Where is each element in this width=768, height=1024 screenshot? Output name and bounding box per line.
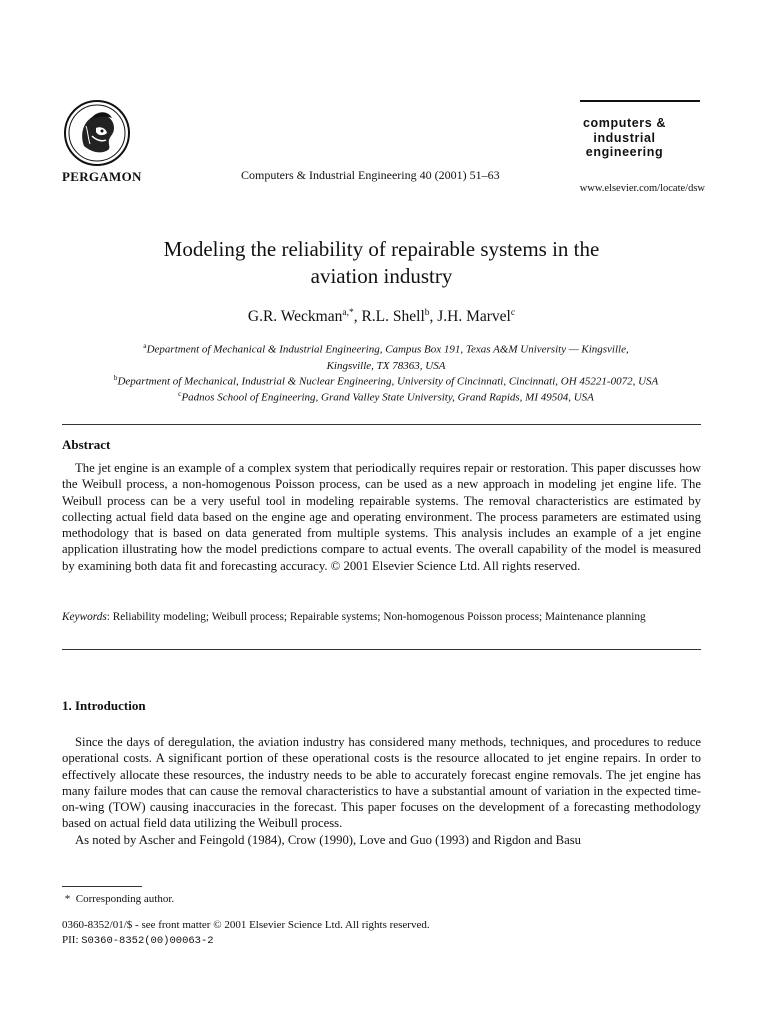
copyright-footer [62,918,430,949]
abstract-heading: Abstract [62,437,111,452]
affiliation-c [56,386,716,406]
author-affil-mark: a,* [342,308,354,318]
keywords-text: : Reliability modeling; Weibull process; Repairable systems; Non-homogenous Poisson process; Maintenance planning [106,611,646,623]
affil-mark: b [113,373,118,382]
publisher-name: PERGAMON [62,169,142,184]
copyright-line: 0360-8352/01/$ - see front matter © 2001 Elsevier Science Ltd. All rights reserved. [62,919,430,931]
author-name: R.L. Shell [361,308,425,326]
keywords-label: Keywords [62,611,107,623]
affil-text: Padnos School of Engineering, Grand Valley State University, Grand Rapids, MI 49504, USA [181,391,594,404]
title-line: aviation industry [310,264,453,288]
affil-mark: c [178,389,182,398]
footnote-marker: * [64,893,71,905]
affil-text: Department of Mechanical & Industrial Engineering, Campus Box 191, Texas A&M University — Kingsville, [146,343,629,356]
journal-brand-logo [583,116,666,160]
author-affil-mark: b [424,308,430,318]
abstract-body [62,460,701,574]
affil-mark: a [143,341,147,350]
footnote [62,893,174,905]
pii-value: S0360-8352(00)00063-2 [81,935,214,947]
footnote-text: Corresponding author. [75,893,175,905]
title-line: Modeling the reliability of repairable systems in the [163,237,600,261]
author-name: J.H. Marvel [437,308,511,326]
keywords [62,609,701,625]
journal-url[interactable]: www.elsevier.com/locate/dsw [579,183,705,194]
divider [62,424,701,425]
brand-line: industrial [593,130,656,145]
author-list: G.R. Weckman$^{a,*}$, R.L. Shell$^b$, J.H. Marvel$^c$ [247,308,516,326]
intro-paragraph: As noted by Ascher and Feingold (1984), Crow (1990), Love and Guo (1993) and Rigdon and Basu [75,832,582,847]
author-affil-mark: c [510,308,516,318]
brand-line: computers & [583,116,667,130]
divider [62,649,701,650]
affil-text: Department of Mechanical, Industrial & Nuclear Engineering, University of Cincinnati, Cincinnati, OH 45221-0072, USA [117,375,659,388]
affil-text: Kingsville, TX 78363, USA [326,359,446,372]
journal-reference: Computers & Industrial Engineering 40 (2001) 51–63 [241,168,500,182]
abstract-text: The jet engine is an example of a complex system that periodically requires repair or restoration. This paper discusses how the Weibull process, a non-homogenous Poisson process, can be used as a new approach in modeling jet engine life. The Weibull process can be a very useful tool in modeling repairable systems. The removal characteristics are estimated by collecting actual field data based on the engine age and operating environment. The process parameters are estimated using methodology that is based on data generated from multiple systems. This analysis includes an example of a jet engine application illustrating how the model predictions compare to actual events. The overall capability of the model is measured by examining both data fit and forecasting accuracy. © 2001 Elsevier Science Ltd. All rights reserved. [62,461,701,573]
pergamon-athena-head-icon [62,98,132,168]
affiliation-a [56,338,716,374]
brand-line: engineering [585,145,664,159]
section-heading: 1. Introduction [62,698,146,713]
intro-body [62,734,701,848]
intro-paragraph: Since the days of deregulation, the aviation industry has considered many methods, techniques, and procedures to reduce operational costs. A significant portion of these operational costs is the resource allocated to jet engine repairs. In order to effectively allocate these resources, the industry needs to be able to accurately forecast engine removals. The jet engine has many failure modes that can cause the removal characteristics to have a substantial amount of variation in the expected time-on-wing (TOW) causing inaccuracies in the forecast. This paper focuses on the development of a forecasting methodology based on actual field data utilizing the Weibull process. [62,735,701,831]
footnote-rule [62,886,142,887]
article-title [62,236,701,290]
pii-label: PII: [62,934,82,946]
brand-rule [580,100,700,102]
author-name: G.R. Weckman [247,308,343,326]
